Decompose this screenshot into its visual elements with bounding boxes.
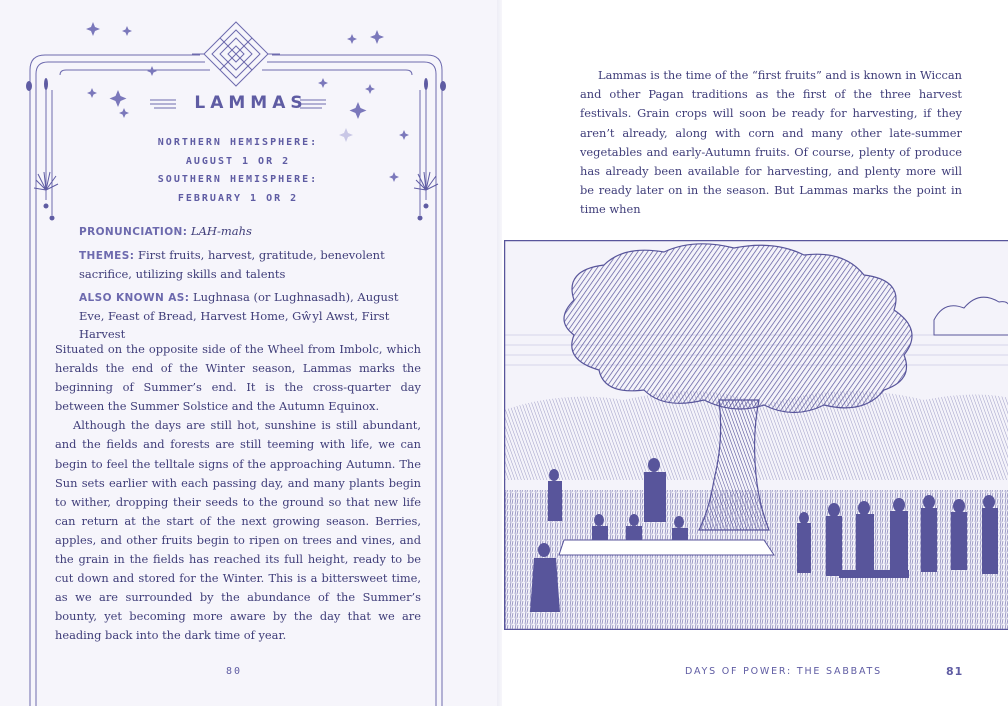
diamond-ornament-icon	[192, 22, 280, 86]
body-text	[55, 340, 421, 646]
paragraph: Although the days are still hot, sunshine is still abundant, and the fields and forests are still teeming with life, we can begin to feel the telltale signs of the approaching Autumn. The Sun sets earlier with each passing day, and many plants begin to wither, dropping their seeds to the ground so that new life can return at the start of the next growing season. Berries, apples, and other fruits begin to ripen on trees and vines, and the grain in the fields has reached its full height, ready to be cut down and stored for the Winter. This is a bittersweet time, as we are surrounded by the abundance of the Summer’s bounty, yet becoming more aware by the day that we are heading back into the dark time of year.	[55, 418, 421, 643]
harvest-engraving	[504, 240, 1008, 630]
aka-label: ALSO KNOWN AS:	[79, 292, 190, 304]
right-body-text	[580, 66, 962, 220]
southern-label: SOUTHERN HEMISPHERE:	[157, 174, 319, 185]
southern-hemisphere	[0, 170, 476, 208]
pronunciation-label: PRONUNCIATION:	[79, 226, 188, 238]
northern-label: NORTHERN HEMISPHERE:	[157, 137, 319, 148]
themes	[79, 246, 424, 283]
paragraph: Situated on the opposite side of the Wheel from Imbolc, which heralds the end of the Winter season, Lammas marks the beginning of Summer’s end. It is the cross-quarter day between the Summer Solstice and the Autumn Equinox.	[55, 342, 421, 414]
pronunciation-value: LAH-mahs	[190, 224, 252, 238]
left-page	[0, 0, 502, 706]
northern-hemisphere	[0, 133, 476, 171]
also-known-as	[79, 288, 424, 343]
right-page	[502, 0, 1008, 706]
page-number-left: 80	[226, 666, 243, 677]
southern-date: FEBRUARY 1 OR 2	[177, 193, 299, 204]
themes-value: First fruits, harvest, gratitude, benevolent sacrifice, utilizing skills and talents	[79, 248, 385, 281]
page-title: LAMMAS	[194, 93, 308, 113]
running-head: DAYS OF POWER: THE SABBATS	[685, 666, 882, 677]
paragraph: Lammas is the time of the “first fruits” and is known in Wiccan and other Pagan traditions as the first of the three harvest festivals. Grain crops will soon be ready for harvesting, if they aren’t already, along with corn and many other late-summer vegetables and early-Autumn fruits. Of course, plenty of produce has already been available for harvesting, and plenty more will be ready later on in the season. But Lammas marks the point in time when	[580, 68, 962, 217]
aka-value: Lughnasa (or Lughnasadh), August Eve, Feast of Bread, Harvest Home, Gŵyl Awst, First Harvest	[79, 290, 399, 341]
pronunciation	[79, 222, 424, 241]
page-number-right: 81	[946, 665, 964, 678]
themes-label: THEMES:	[79, 250, 135, 262]
northern-date: AUGUST 1 OR 2	[185, 156, 291, 167]
